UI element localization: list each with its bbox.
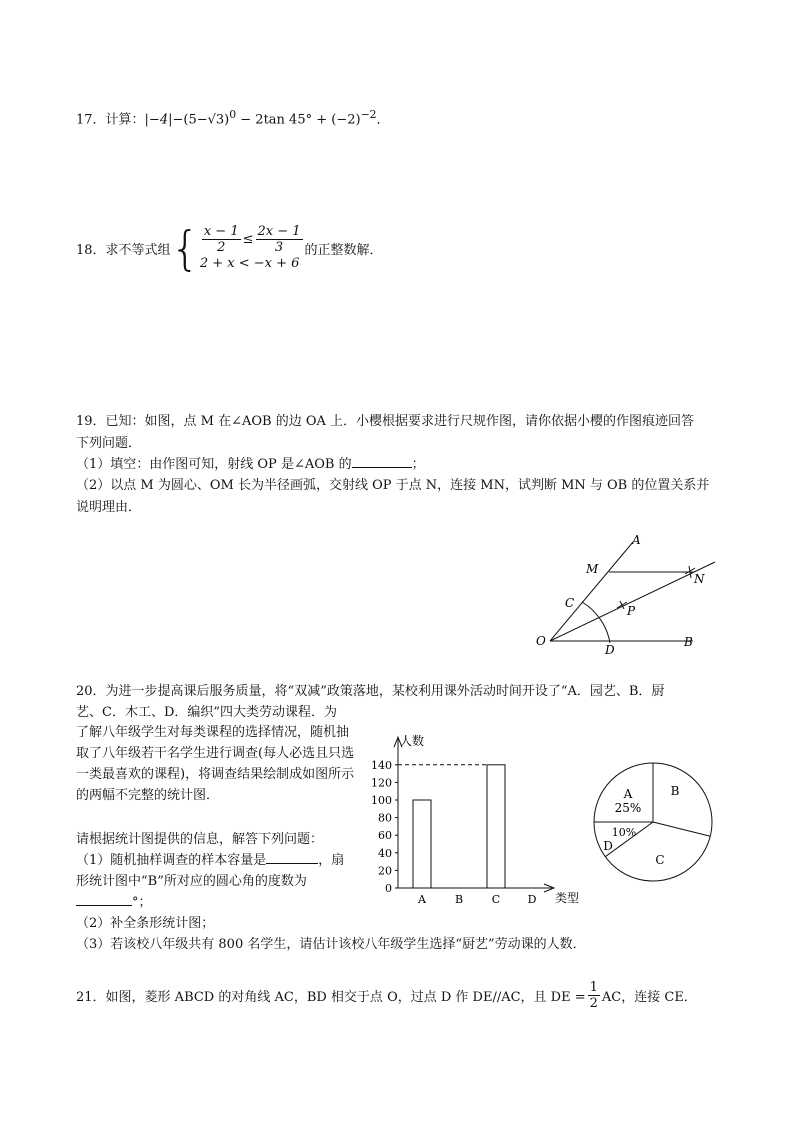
q20-sub1-line1: （1）随机抽样调查的样本容量是 ，扇 [76, 853, 345, 868]
pie-chart [590, 760, 720, 885]
q20-sub2: （2）补全条形统计图； [76, 916, 215, 931]
label-P: P [627, 604, 636, 618]
label-O: O [536, 634, 546, 648]
y-tick-label: 40 [378, 846, 392, 860]
y-tick-label: 100 [371, 794, 392, 807]
question-17 [76, 108, 390, 127]
q21-frac: $\frac{1}{2}$ [589, 980, 598, 1011]
label-A: A [632, 533, 641, 547]
q19-line5: 说明理由． [76, 500, 142, 515]
q19-line4: （2）以点 M 为圆心、OM 长为半径画弧，交射线 OP 于点 N，连接 MN，试判断 MN 与 OB 的位置关系并 [76, 478, 710, 493]
label-C: C [565, 596, 575, 610]
y-tick-label: 120 [371, 776, 392, 790]
x-tick-label: D [527, 893, 537, 906]
q18-le-sign: ≤ [242, 232, 254, 247]
q17-exponent-zero: 0 [229, 108, 237, 121]
label-N: N [694, 572, 705, 586]
q18-brace: { [170, 221, 200, 276]
q18-line2: 2 + x < −x + 6 [199, 256, 300, 271]
question-21: 21．如图，菱形 ABCD 的对角线 AC，BD 相交于点 O，过点 D 作 DE//AC，且 DE = $\frac{1}{2}$ AC，连接 CE． [76, 980, 697, 1011]
y-axis-label: 人数 [400, 734, 425, 749]
q20-sub1-line2: 形统计图中“B”所对应的圆心角的度数为 [76, 874, 307, 889]
label-B: B [684, 635, 693, 649]
pie-label-C: C [655, 853, 665, 867]
y-tick-label: 140 [371, 758, 392, 772]
q17-tan-term: − 2tan 45° + (−2) [236, 112, 361, 128]
q19-geometry-figure [525, 530, 735, 660]
q19-answer-blank [352, 455, 412, 468]
ray-OA [550, 542, 633, 641]
q20-sub1-line3: °； [76, 891, 152, 910]
q20-paragraph-b: 请根据统计图提供的信息，解答下列问题： [76, 832, 324, 847]
q20-line1: 20．为进一步提高课后服务质量，将“双减”政策落地，某校利用课外活动时间开设了“A．园艺、B．厨 [76, 684, 665, 699]
q20-sub3: （3）若该校八年级共有 800 名学生，请估计该校八年级学生选择“厨艺”劳动课的人数． [76, 937, 586, 952]
y-tick-label: 80 [378, 811, 392, 825]
q19-line2: 下列问题． [76, 436, 142, 451]
arc-CD [582, 602, 610, 643]
x-axis-label: 类型 [555, 891, 580, 905]
q19-line1: 19．已知：如图，点 M 在∠AOB 的边 OA 上．小樱根据要求进行尺规作图，请你依据小樱的作图痕迹回答 [76, 414, 695, 429]
q17-exponent-neg2: −2 [360, 108, 377, 121]
q17-number: 17．计算： [76, 112, 145, 128]
q19-line3: （1）填空：由作图可知，射线 OP 是∠AOB 的 ； [76, 457, 425, 472]
q20-paragraph-a: 了解八年级学生对每类课程的选择情况，随机抽取了八年级若干名学生进行调查(每人必选且只选一类最喜欢的课程)，将调查结果绘制成如图所示的两幅不完整的统计图． [76, 725, 355, 803]
bar-chart [360, 718, 590, 908]
question-18 [76, 221, 383, 276]
label-D: D [605, 643, 615, 657]
y-tick-label: 20 [378, 864, 392, 878]
q18-frac1: $\frac{x - 1}{2}$ [203, 224, 239, 255]
q18-tail: 的正整数解． [304, 243, 383, 258]
pie-label-A: A [623, 787, 633, 801]
pie-value-A: 25% [614, 801, 642, 815]
x-tick-label: C [491, 893, 501, 906]
x-tick-label: A [418, 893, 426, 906]
q18-line1 [200, 224, 305, 255]
y-tick-label: 0 [385, 882, 392, 895]
pie-value-D: 10% [611, 826, 637, 839]
q17-abs-term: |−4|− [144, 112, 184, 128]
pie-label-B: B [670, 784, 680, 798]
q17-power-base: (5−√3) [183, 112, 230, 128]
q18-frac2: $\frac{2x - 1}{3}$ [257, 224, 301, 255]
q17-end: ． [376, 112, 390, 128]
bar-A [413, 800, 431, 888]
q18-number: 18．求不等式组 [76, 243, 171, 258]
q20-line2: 艺、C．木工、D．编织”四大类劳动课程．为 [76, 705, 338, 720]
q20-sample-size-blank [266, 851, 318, 864]
pie-label-D: D [603, 839, 613, 853]
bar-C [487, 765, 505, 888]
label-M: M [586, 562, 599, 576]
x-tick-label: B [454, 893, 464, 906]
y-tick-label: 60 [378, 829, 392, 843]
q20-angle-blank [76, 893, 132, 906]
q18-system [200, 224, 305, 273]
